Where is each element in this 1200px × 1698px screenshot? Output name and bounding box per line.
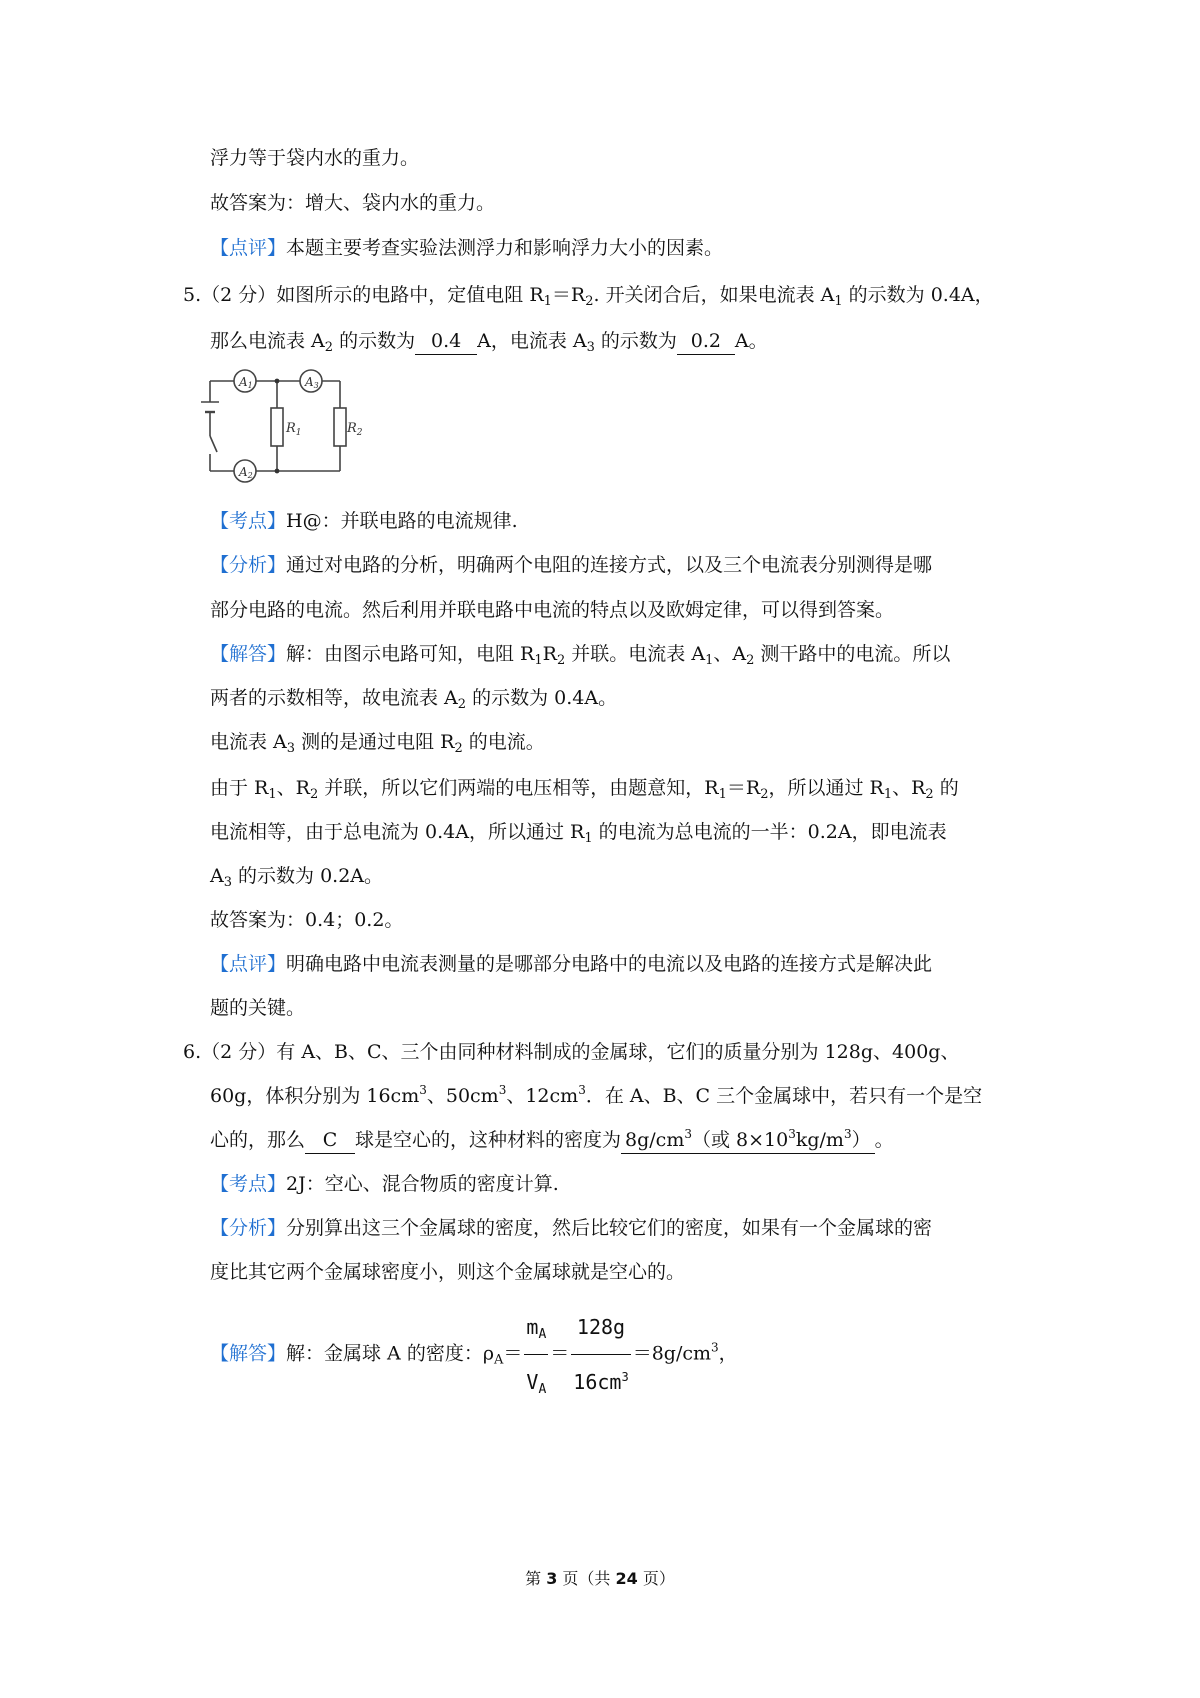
subscript: A [538, 1327, 547, 1342]
text-line [210, 729, 545, 755]
text-line [210, 819, 947, 845]
subscript: 1 [534, 653, 543, 668]
q6-text: 球是空心的，这种材料的密度为 [355, 1129, 622, 1151]
svg-text:R1 [285, 421, 302, 438]
subscript: 1 [883, 787, 893, 802]
jieda-text: 、R [276, 777, 310, 799]
answer-text: ） [851, 1129, 871, 1151]
subscript: 2 [309, 787, 319, 802]
jieda-text: 、A [713, 643, 747, 665]
q6-text: 心的，那么 [210, 1129, 306, 1151]
q5-jieda [210, 641, 950, 667]
fraction-values [571, 1300, 630, 1409]
kaodian-tag: 【考点】 [210, 510, 287, 532]
text-line [210, 863, 383, 889]
q5-stem [183, 282, 994, 308]
jieda-text: 电流表 A [210, 731, 287, 753]
q6-text: 、50cm [426, 1085, 499, 1107]
subscript: A [494, 1352, 504, 1368]
jieda-text: 并联，所以它们两端的电压相等，由题意知，R [318, 777, 719, 799]
fenxi-text: 分别算出这三个金属球的密度，然后比较它们的密度，如果有一个金属球的密 [286, 1217, 933, 1239]
ammeter-label: A [305, 375, 314, 389]
subscript: 2 [760, 787, 769, 802]
q6-number: 6. [183, 1041, 202, 1063]
answer-text: kg/m [795, 1129, 844, 1151]
jieda-tag: 【解答】 [210, 643, 287, 665]
fraction-numerator: 128g [571, 1300, 630, 1355]
superscript: 3 [788, 1127, 796, 1141]
jieda-text: ＝R [726, 777, 761, 799]
subscript: 2 [247, 471, 253, 480]
text-line: 度比其它两个金属球密度小，则这个金属球就是空心的。 [210, 1261, 686, 1283]
svg-text:R2 [346, 421, 363, 438]
subscript: 1 [718, 787, 727, 802]
q5-text: 的示数为 0.4A， [842, 284, 994, 306]
jieda-text: ＝8g/cm [632, 1342, 712, 1365]
jieda-text: 的示数为 0.4A。 [466, 687, 618, 709]
equals: ＝ [550, 1342, 570, 1365]
text-line: 题的关键。 [210, 997, 306, 1019]
jieda-text: 的电流。 [462, 731, 545, 753]
answer-blank-1: C [305, 1127, 355, 1154]
jieda-text: 两者的示数相等，故电流表 A [210, 687, 458, 709]
subscript: 3 [313, 381, 319, 390]
kaodian-tag: 【考点】 [210, 1173, 287, 1195]
superscript: 3 [578, 1083, 586, 1097]
q6-kaodian [210, 1171, 559, 1197]
junction-dot [275, 469, 280, 474]
math-symbol: V [526, 1370, 539, 1394]
comment-line [210, 235, 723, 261]
resistor-r1 [271, 408, 283, 446]
superscript: 3 [843, 1127, 852, 1141]
jieda-text: 测的是通过电阻 R [295, 731, 455, 753]
jieda-text: 并联。电流表 A [565, 643, 706, 665]
q6-stem-line3 [210, 1127, 894, 1154]
q5-text: 的示数为 [333, 330, 416, 352]
resistor-r2 [334, 408, 346, 446]
superscript: 3 [711, 1340, 719, 1355]
q6-text: 。 [874, 1129, 894, 1151]
page-footer [0, 1566, 1200, 1589]
jieda-text: 解：由图示电路可知，电阻 R [286, 643, 535, 665]
footer-text: 页） [637, 1569, 675, 1588]
subscript: 1 [268, 787, 277, 802]
subscript: A [538, 1382, 547, 1397]
switch [210, 436, 217, 452]
fenxi-tag: 【分析】 [210, 554, 287, 576]
superscript: 3 [621, 1370, 629, 1384]
jieda-text: 的 [933, 777, 959, 799]
subscript: 2 [746, 653, 755, 668]
subscript: 1 [584, 831, 593, 846]
jieda-text: 的电流为总电流的一半：0.2A，即电流表 [592, 821, 947, 843]
jieda-text: ， [718, 1342, 738, 1365]
jieda-text: 测干路中的电流。所以 [754, 643, 951, 665]
subscript: 3 [223, 875, 233, 890]
answer-line: 故答案为：0.4；0.2。 [210, 909, 404, 931]
q6-jieda [210, 1300, 738, 1409]
q5-text: 那么电流表 A [210, 330, 325, 352]
subscript: 2 [925, 787, 934, 802]
subscript: 2 [585, 294, 594, 309]
superscript: 3 [419, 1083, 427, 1097]
jieda-text: ，所以通过 R [768, 777, 884, 799]
comment-text: 本题主要考查实验法测浮力和影响浮力大小的因素。 [286, 237, 724, 259]
q5-dianping [210, 951, 932, 977]
math-symbol: m [526, 1315, 539, 1339]
fraction-mass-over-volume [524, 1300, 548, 1409]
resistor-label: R [347, 421, 357, 436]
page-number: 3 [546, 1569, 558, 1588]
jieda-text: 由于 R [210, 777, 269, 799]
text-line: 故答案为：增大、袋内水的重力。 [210, 192, 496, 214]
answer-blank-2: 0.2 [677, 328, 735, 355]
q5-text: A，电流表 A [477, 330, 587, 352]
fenxi-text: 通过对电路的分析，明确两个电阻的连接方式，以及三个电流表分别测得是哪 [286, 554, 933, 576]
subscript: 2 [324, 340, 334, 355]
jieda-text: A [210, 865, 224, 887]
fraction-denominator [524, 1355, 548, 1409]
text-line [210, 685, 617, 711]
resistor-label: R [286, 421, 296, 436]
text-line: 部分电路的电流。然后利用并联电路中电流的特点以及欧姆定律，可以得到答案。 [210, 599, 895, 621]
dianping-tag: 【点评】 [210, 953, 287, 975]
answer-text: （或 8×10 [691, 1129, 789, 1151]
answer-text: 8g/cm [625, 1129, 685, 1151]
q6-stem [183, 1039, 959, 1065]
ammeter-label: A [239, 465, 248, 479]
math-value: 16cm [573, 1370, 622, 1394]
q5-score: （2 分） [201, 284, 277, 306]
q6-text: 有 A、B、C、三个由同种材料制成的金属球，它们的质量分别为 128g、400g、 [276, 1041, 960, 1063]
kaodian-text: H@：并联电路的电流规律. [286, 510, 518, 532]
jieda-text: 电流相等，由于总电流为 0.4A，所以通过 R [210, 821, 585, 843]
subscript: 3 [286, 741, 296, 756]
jieda-text: 的示数为 0.2A。 [232, 865, 384, 887]
page-total: 24 [615, 1569, 638, 1588]
q5-text: 如图所示的电路中，定值电阻 R [276, 284, 544, 306]
text-line: 浮力等于袋内水的重力。 [210, 147, 420, 169]
equals: ＝ [503, 1342, 523, 1365]
q5-kaodian [210, 508, 518, 534]
q6-score: （2 分） [201, 1041, 277, 1063]
jieda-tag: 【解答】 [210, 1342, 287, 1365]
q6-text: 、12cm [506, 1085, 579, 1107]
answer-blank-1: 0.4 [415, 328, 477, 355]
comment-tag: 【点评】 [210, 237, 287, 259]
fenxi-tag: 【分析】 [210, 1217, 287, 1239]
q6-stem-line2 [210, 1083, 982, 1109]
subscript: 1 [705, 653, 714, 668]
q5-fenxi [210, 552, 932, 578]
footer-text: 第 [525, 1569, 547, 1588]
ammeter-label: A [239, 375, 248, 389]
q6-text: ．在 A、B、C 三个金属球中，若只有一个是空 [585, 1085, 983, 1107]
subscript: 1 [834, 294, 843, 309]
subscript: 2 [556, 653, 566, 668]
superscript: 3 [684, 1127, 692, 1141]
fraction-denominator [571, 1355, 630, 1409]
footer-text: 页（共 [557, 1569, 616, 1588]
kaodian-text: 2J：空心、混合物质的密度计算. [286, 1173, 559, 1195]
subscript: 2 [356, 428, 363, 438]
q5-text: 的示数为 [594, 330, 677, 352]
subscript: 1 [247, 381, 253, 390]
q5-text: A。 [734, 330, 768, 352]
subscript: 3 [586, 340, 595, 355]
subscript: 1 [295, 428, 302, 438]
junction-dot [275, 379, 280, 384]
q5-text: . 开关闭合后，如果电流表 A [593, 284, 835, 306]
circuit-diagram [195, 368, 365, 486]
subscript: 2 [457, 697, 467, 712]
subscript: 1 [543, 294, 552, 309]
q6-fenxi [210, 1215, 932, 1241]
superscript: 3 [498, 1083, 507, 1097]
q5-stem-line2 [210, 328, 768, 355]
text-line [210, 775, 959, 801]
jieda-text: 、R [892, 777, 926, 799]
fraction-numerator [524, 1300, 548, 1355]
subscript: 2 [454, 741, 463, 756]
dianping-text: 明确电路中电流表测量的是哪部分电路中的电流以及电路的连接方式是解决此 [286, 953, 933, 975]
jieda-text: 解：金属球 A 的密度：ρ [286, 1342, 494, 1365]
q5-text: ＝R [551, 284, 586, 306]
q6-text: 60g，体积分别为 16cm [210, 1085, 420, 1107]
q5-number: 5. [183, 284, 202, 306]
jieda-text: R [542, 643, 557, 665]
answer-blank-2 [621, 1127, 875, 1154]
